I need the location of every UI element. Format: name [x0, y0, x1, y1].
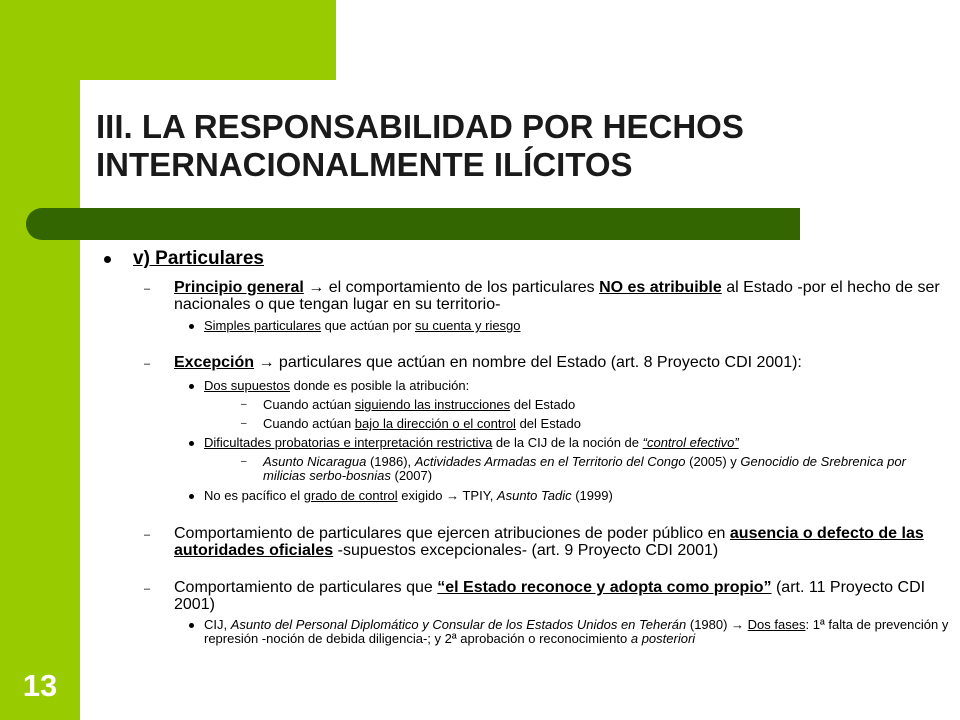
top-accent-block	[80, 0, 336, 80]
bullet-dot-icon	[104, 256, 111, 263]
bullet-dot-icon	[189, 441, 194, 446]
principio-item: – Principio general → el comportamiento de los particulares NO es atribuible al Estado -por el hecho de ser nacionales o que tengan lugar en su territorio-	[144, 279, 940, 313]
caso-instrucciones: – Cuando actúan siguiendo las instrucciones del Estado	[241, 397, 576, 412]
supuestos-item: Dos supuestos donde es posible la atribución:	[189, 379, 950, 393]
left-accent-bar	[0, 0, 80, 720]
title-rule	[26, 208, 800, 240]
slide-number: 13	[22, 668, 58, 703]
ausencia-item: – Comportamiento de particulares que ejercen atribuciones de poder público en ausencia o defecto de las autoridades oficiales -supuestos excepcionales- (art. 9 Proyecto CDI 2001)	[144, 525, 924, 559]
dash-icon: –	[144, 529, 151, 541]
dash-icon: –	[241, 456, 247, 467]
cij-item: CIJ, Asunto del Personal Diplomático y Consular de los Estados Unidos en Teherán (1980) → Dos fases: 1ª falta de prevención y represión -noción de debida diligencia-; y 2ª aprobación o reconocimiento a posteriori	[189, 618, 950, 646]
excepcion-item: – Excepción → particulares que actúan en nombre del Estado (art. 8 Proyecto CDI 2001):	[144, 354, 802, 371]
bullet-dot-icon	[189, 384, 194, 389]
dash-icon: –	[241, 399, 247, 410]
dash-icon: –	[241, 418, 247, 429]
bullet-dot-icon	[189, 494, 194, 499]
slide-content	[100, 248, 950, 646]
grado-item: No es pacífico el grado de control exigido → TPIY, Asunto Tadic (1999)	[189, 489, 950, 503]
particulares-item: Simples particulares que actúan por su cuenta y riesgo	[189, 319, 950, 333]
dificultades-item: Dificultades probatorias e interpretación restrictiva de la CIJ de la noción de “control efectivo”	[189, 436, 950, 450]
dash-icon: –	[144, 358, 151, 370]
reconoce-item: – Comportamiento de particulares que “el Estado reconoce y adopta como propio” (art. 11 Proyecto CDI 2001)	[144, 579, 926, 613]
section-heading: v) Particulares	[100, 248, 950, 270]
bullet-dot-icon	[189, 623, 194, 628]
dash-icon: –	[144, 583, 151, 595]
asuntos-item: – Asunto Nicaragua (1986), Actividades Armadas en el Territorio del Congo (2005) y Genocidio de Srebrenica por milicias serbo-bosnias (2007)	[241, 454, 906, 483]
dash-icon: –	[144, 283, 151, 295]
bullet-dot-icon	[189, 324, 194, 329]
slide-title: III. LA RESPONSABILIDAD POR HECHOS INTERNACIONALMENTE ILÍCITOS	[96, 108, 744, 183]
caso-control: – Cuando actúan bajo la dirección o el control del Estado	[241, 416, 581, 431]
